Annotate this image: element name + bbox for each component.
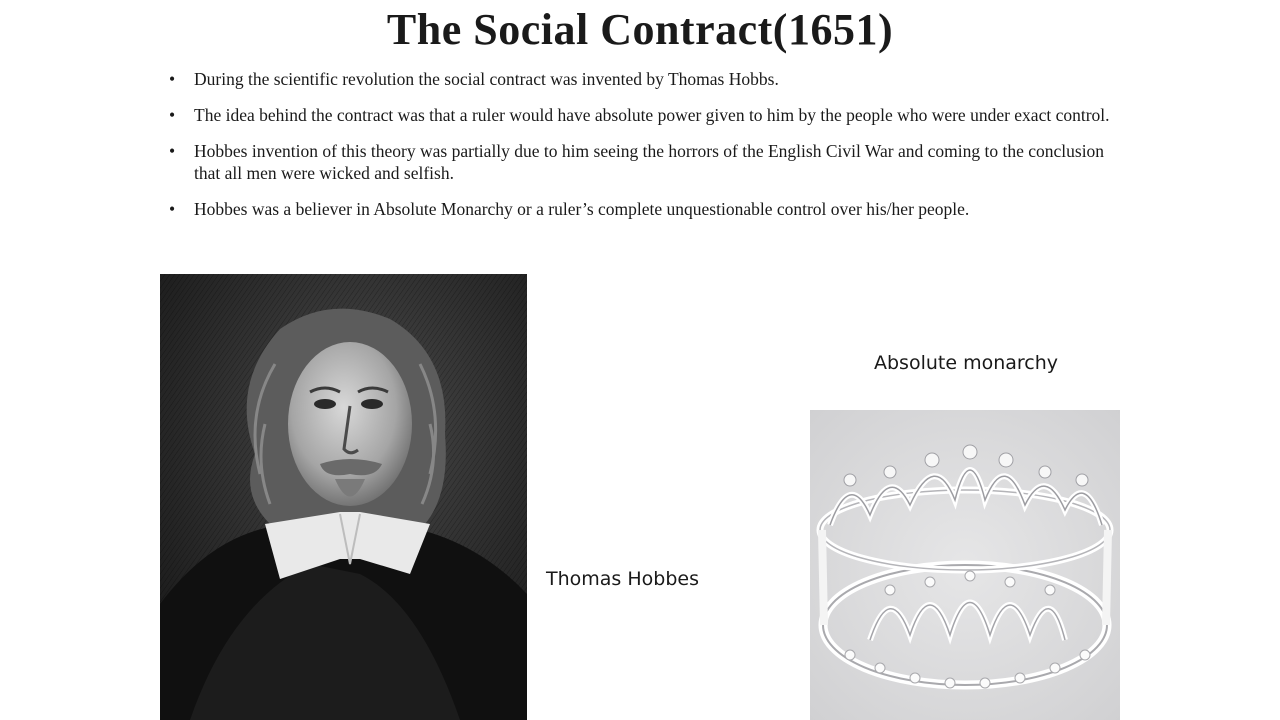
thomas-hobbes-caption: Thomas Hobbes: [546, 568, 699, 590]
bullet-item: [168, 68, 1113, 90]
bullet-item: [168, 104, 1113, 126]
bullet-item: [168, 140, 1113, 184]
crown-image: [810, 410, 1120, 720]
bullet-text: Hobbes invention of this theory was partially due to him seeing the horrors of the English Civil War and coming to the conclusion that all men were wicked and selfish.: [194, 141, 1105, 183]
bullet-dot-icon: •: [169, 141, 176, 161]
bullet-list: [168, 68, 1113, 234]
hobbes-portrait-image: [160, 274, 527, 720]
bullet-text: The idea behind the contract was that a ruler would have absolute power given to him by the people who were under exact control.: [194, 105, 1110, 125]
absolute-monarchy-caption: Absolute monarchy: [874, 352, 1059, 374]
bullet-dot-icon: •: [169, 199, 176, 219]
portrait-illustration: [160, 274, 527, 720]
slide-title: The Social Contract(1651): [386, 5, 894, 54]
bullet-item: [168, 198, 1113, 220]
bullet-dot-icon: •: [169, 105, 176, 125]
bullet-text: Hobbes was a believer in Absolute Monarchy or a ruler’s complete unquestionable control over his/her people.: [194, 199, 970, 219]
bullet-dot-icon: •: [169, 69, 176, 89]
bullet-text: During the scientific revolution the social contract was invented by Thomas Hobbs.: [194, 69, 779, 89]
crown-illustration: [810, 410, 1120, 720]
